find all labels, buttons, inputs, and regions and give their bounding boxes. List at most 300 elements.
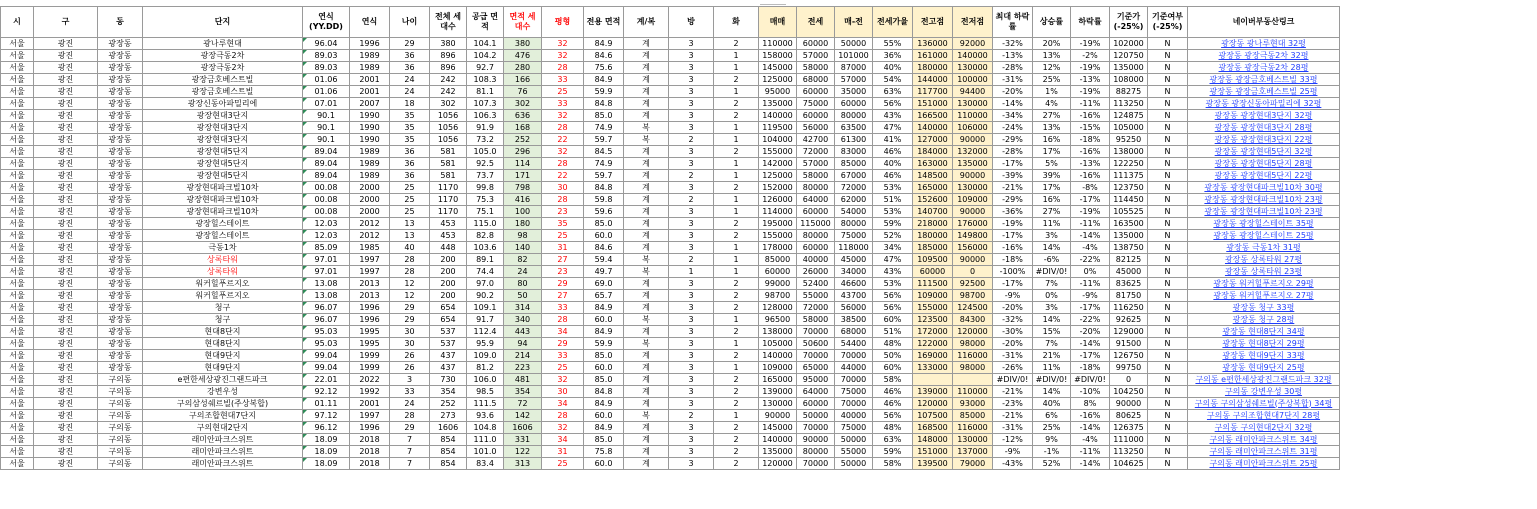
table-cell[interactable]: 서울 [1,266,34,278]
table-cell[interactable]: 25 [390,206,430,218]
naver-link-cell[interactable]: 구의동 e편한세상광진그랜드파크 32평 [1188,374,1340,386]
table-cell[interactable]: 광장동 [98,170,143,182]
table-cell[interactable]: 103.6 [467,242,504,254]
table-cell[interactable]: 39% [1033,170,1071,182]
table-cell[interactable]: 3 [669,62,714,74]
column-header[interactable]: 화 [714,7,759,38]
table-cell[interactable]: 95000 [759,86,797,98]
table-cell[interactable]: 176000 [953,218,993,230]
table-cell[interactable]: 3 [669,458,714,470]
table-cell[interactable]: 서울 [1,182,34,194]
table-cell[interactable]: 서울 [1,170,34,182]
column-header[interactable]: 전세가율 [873,7,913,38]
table-cell[interactable]: 104000 [759,134,797,146]
table-cell[interactable]: 13 [390,230,430,242]
table-cell[interactable]: 99000 [759,278,797,290]
table-cell[interactable]: 99750 [1110,362,1148,374]
table-cell[interactable]: 구의현대2단지 [143,422,303,434]
table-cell[interactable]: 2 [669,134,714,146]
table-cell[interactable]: N [1148,362,1188,374]
table-cell[interactable]: 340 [504,314,542,326]
table-cell[interactable]: 상록타워 [143,266,303,278]
table-cell[interactable]: 26 [390,362,430,374]
table-cell[interactable]: 90.1 [303,134,350,146]
table-cell[interactable]: 75000 [797,98,835,110]
table-cell[interactable]: 2 [669,170,714,182]
table-cell[interactable]: 3 [669,290,714,302]
table-cell[interactable]: 481 [504,374,542,386]
table-cell[interactable]: 104.2 [467,50,504,62]
naver-link-cell[interactable]: 광장동 상록타워 27평 [1188,254,1340,266]
table-cell[interactable]: 33 [542,302,584,314]
table-cell[interactable]: 90000 [953,170,993,182]
table-cell[interactable]: 광장힐스테이트 [143,218,303,230]
table-cell[interactable]: -20% [1071,326,1110,338]
table-cell[interactable]: 171 [504,170,542,182]
table-cell[interactable]: -19% [993,218,1033,230]
table-cell[interactable]: 광나루현대 [143,38,303,50]
table-cell[interactable]: 38500 [835,314,873,326]
table-cell[interactable]: 2 [669,194,714,206]
naver-link-cell[interactable]: 구의동 래미안파크스위트 25평 [1188,458,1340,470]
table-cell[interactable]: 46600 [835,278,873,290]
table-cell[interactable]: 1989 [350,50,390,62]
table-cell[interactable]: 1 [714,410,759,422]
table-cell[interactable]: 74.4 [467,266,504,278]
table-cell[interactable]: 101.0 [467,446,504,458]
table-cell[interactable]: 33 [542,350,584,362]
table-cell[interactable]: 84.8 [584,182,624,194]
table-cell[interactable]: 84.9 [584,302,624,314]
table-cell[interactable]: 14% [1033,386,1071,398]
table-cell[interactable]: 11% [1033,362,1071,374]
table-cell[interactable]: 1056 [430,134,467,146]
table-cell[interactable]: 청구 [143,302,303,314]
table-cell[interactable]: 84.9 [584,326,624,338]
table-cell[interactable]: 59.9 [584,86,624,98]
table-cell[interactable]: 광진 [34,86,98,98]
table-cell[interactable]: 113250 [1110,446,1148,458]
table-cell[interactable]: 1 [714,122,759,134]
table-cell[interactable]: 광진 [34,206,98,218]
table-cell[interactable]: 13% [1033,50,1071,62]
column-header[interactable]: 매매 [759,7,797,38]
table-cell[interactable]: 60% [873,362,913,374]
table-cell[interactable]: 453 [430,218,467,230]
table-cell[interactable]: 180000 [913,230,953,242]
table-cell[interactable]: 163000 [913,158,953,170]
table-cell[interactable]: 계 [624,146,669,158]
table-row[interactable] [1,290,1340,302]
table-cell[interactable]: 108.3 [467,74,504,86]
table-cell[interactable]: 51% [873,326,913,338]
table-cell[interactable]: 116250 [1110,302,1148,314]
column-header[interactable]: 계/복 [624,7,669,38]
table-cell[interactable]: 25% [1033,74,1071,86]
table-cell[interactable]: 서울 [1,194,34,206]
table-cell[interactable]: 75.6 [584,62,624,74]
table-cell[interactable]: 21% [1033,350,1071,362]
table-cell[interactable]: 58000 [797,62,835,74]
table-cell[interactable]: 광진 [34,422,98,434]
table-cell[interactable]: N [1148,314,1188,326]
table-cell[interactable]: 97.0 [467,278,504,290]
table-cell[interactable]: -4% [1071,242,1110,254]
table-cell[interactable]: 82.8 [467,230,504,242]
table-cell[interactable]: 89.03 [303,62,350,74]
table-cell[interactable]: 계 [624,230,669,242]
table-cell[interactable]: 140000 [759,110,797,122]
table-cell[interactable]: 28 [390,266,430,278]
table-cell[interactable]: 43% [873,110,913,122]
table-cell[interactable]: -6% [1033,254,1071,266]
table-cell[interactable]: 1999 [350,350,390,362]
table-cell[interactable]: 144000 [913,74,953,86]
table-cell[interactable]: 1996 [350,422,390,434]
table-cell[interactable]: 서울 [1,374,34,386]
table-cell[interactable]: 서울 [1,206,34,218]
table-cell[interactable]: 12% [1033,62,1071,74]
table-cell[interactable]: 서울 [1,38,34,50]
table-cell[interactable]: 139000 [913,386,953,398]
table-cell[interactable]: 122000 [913,338,953,350]
table-cell[interactable]: 32 [542,374,584,386]
table-cell[interactable]: 27% [1033,110,1071,122]
table-cell[interactable]: 50000 [835,434,873,446]
table-cell[interactable]: 123500 [913,314,953,326]
table-cell[interactable]: 111000 [1110,434,1148,446]
table-cell[interactable]: 128000 [759,302,797,314]
table-cell[interactable]: 132000 [953,146,993,158]
table-cell[interactable]: 계 [624,86,669,98]
table-cell[interactable]: 75.3 [467,194,504,206]
table-cell[interactable]: 165000 [913,182,953,194]
table-cell[interactable]: 91500 [1110,338,1148,350]
table-cell[interactable]: 18.09 [303,434,350,446]
table-cell[interactable]: 광장현대5단지 [143,158,303,170]
table-cell[interactable]: 40000 [797,254,835,266]
table-cell[interactable]: 2 [714,386,759,398]
table-cell[interactable]: 서울 [1,98,34,110]
table-cell[interactable]: 16% [1033,134,1071,146]
table-row[interactable] [1,446,1340,458]
table-row[interactable] [1,182,1340,194]
table-cell[interactable]: -36% [993,206,1033,218]
table-cell[interactable]: 273 [430,410,467,422]
table-cell[interactable]: -17% [1071,350,1110,362]
naver-link-cell[interactable]: 구의동 래미안파크스위트 31평 [1188,446,1340,458]
table-cell[interactable]: 계 [624,290,669,302]
table-cell[interactable]: 7% [1033,338,1071,350]
naver-link-cell[interactable]: 광장동 현대8단지 29평 [1188,338,1340,350]
table-cell[interactable]: 2018 [350,434,390,446]
table-cell[interactable]: 156000 [953,242,993,254]
table-cell[interactable]: 2022 [350,374,390,386]
table-cell[interactable]: 81.2 [467,362,504,374]
table-cell[interactable]: 104.1 [467,38,504,50]
table-cell[interactable]: 60000 [797,206,835,218]
table-cell[interactable]: N [1148,422,1188,434]
table-cell[interactable]: -18% [1071,134,1110,146]
table-row[interactable] [1,278,1340,290]
table-cell[interactable]: N [1148,182,1188,194]
table-cell[interactable]: 1 [714,134,759,146]
table-cell[interactable]: 114000 [759,206,797,218]
table-cell[interactable]: 복 [624,338,669,350]
table-cell[interactable]: 1990 [350,110,390,122]
table-row[interactable] [1,422,1340,434]
table-cell[interactable]: -16% [993,242,1033,254]
table-cell[interactable]: 광진 [34,410,98,422]
table-cell[interactable]: 11% [1033,218,1071,230]
table-cell[interactable]: 광장동 [98,242,143,254]
table-cell[interactable]: 청구 [143,314,303,326]
table-cell[interactable]: 광진 [34,50,98,62]
table-cell[interactable]: -14% [1071,422,1110,434]
table-cell[interactable]: 29 [542,338,584,350]
column-header[interactable]: 매-전 [835,7,873,38]
table-cell[interactable]: 50600 [797,338,835,350]
table-cell[interactable]: 60000 [759,266,797,278]
table-row[interactable] [1,74,1340,86]
table-cell[interactable]: 113250 [1110,98,1148,110]
table-cell[interactable]: 380 [504,38,542,50]
table-cell[interactable]: 35 [390,122,430,134]
table-cell[interactable]: 123750 [1110,182,1148,194]
table-cell[interactable]: 85.0 [584,218,624,230]
table-row[interactable] [1,218,1340,230]
table-cell[interactable]: 계 [624,446,669,458]
table-cell[interactable]: 180 [504,218,542,230]
table-cell[interactable]: 47% [873,122,913,134]
table-cell[interactable]: 2001 [350,86,390,98]
table-cell[interactable]: 34000 [835,266,873,278]
table-cell[interactable]: 140000 [913,122,953,134]
table-cell[interactable]: 광장동 [98,110,143,122]
table-cell[interactable]: 광장동 [98,266,143,278]
table-cell[interactable]: 광진 [34,62,98,74]
table-cell[interactable]: 581 [430,158,467,170]
table-cell[interactable]: 136000 [913,38,953,50]
table-cell[interactable]: 광장동 [98,290,143,302]
table-cell[interactable]: 854 [430,434,467,446]
table-cell[interactable]: 84300 [953,314,993,326]
table-cell[interactable]: 서울 [1,230,34,242]
table-cell[interactable]: N [1148,242,1188,254]
table-cell[interactable]: 82125 [1110,254,1148,266]
table-cell[interactable]: 1170 [430,182,467,194]
table-cell[interactable]: 41% [873,134,913,146]
table-cell[interactable]: 313 [504,458,542,470]
table-cell[interactable]: 계 [624,302,669,314]
table-cell[interactable]: 광진 [34,278,98,290]
table-cell[interactable]: 광장동 [98,302,143,314]
table-cell[interactable]: N [1148,446,1188,458]
table-cell[interactable]: 64000 [797,386,835,398]
table-cell[interactable]: 145000 [759,62,797,74]
table-cell[interactable]: 161000 [913,50,953,62]
table-cell[interactable]: 354 [430,386,467,398]
table-cell[interactable]: 91.7 [467,314,504,326]
table-cell[interactable]: 광진 [34,122,98,134]
table-cell[interactable]: 광장동 [98,86,143,98]
table-cell[interactable]: 광장힐스테이트 [143,230,303,242]
table-cell[interactable]: 광장동 [98,362,143,374]
table-cell[interactable]: 81750 [1110,290,1148,302]
table-cell[interactable]: 2000 [350,206,390,218]
table-cell[interactable]: -17% [1071,194,1110,206]
table-cell[interactable]: -22% [1071,314,1110,326]
table-cell[interactable]: 116000 [953,350,993,362]
table-cell[interactable]: 302 [504,98,542,110]
table-cell[interactable]: 서울 [1,314,34,326]
table-cell[interactable]: 166500 [913,110,953,122]
table-cell[interactable]: 35 [390,110,430,122]
table-cell[interactable]: 200 [430,266,467,278]
table-cell[interactable]: 140000 [759,350,797,362]
table-cell[interactable]: 331 [504,434,542,446]
table-cell[interactable]: 97.01 [303,254,350,266]
table-cell[interactable]: 계 [624,62,669,74]
column-header[interactable]: 방 [669,7,714,38]
column-header[interactable]: 기준가 (-25%) [1110,7,1148,38]
table-cell[interactable]: 43% [873,266,913,278]
table-cell[interactable]: 복 [624,314,669,326]
table-cell[interactable]: 광장금호베스트빌 [143,86,303,98]
table-cell[interactable]: 56% [873,410,913,422]
table-cell[interactable]: 계 [624,98,669,110]
table-cell[interactable]: 3 [390,374,430,386]
table-cell[interactable]: 115.0 [467,218,504,230]
table-cell[interactable]: 85000 [835,158,873,170]
table-cell[interactable]: 광진 [34,38,98,50]
table-row[interactable] [1,362,1340,374]
table-cell[interactable]: 2 [714,446,759,458]
table-cell[interactable]: N [1148,326,1188,338]
table-cell[interactable] [953,374,993,386]
table-row[interactable] [1,326,1340,338]
table-cell[interactable]: 2000 [350,182,390,194]
table-cell[interactable]: 53% [873,206,913,218]
table-cell[interactable]: 서울 [1,242,34,254]
table-cell[interactable]: -15% [1071,122,1110,134]
table-cell[interactable]: 70000 [797,422,835,434]
table-cell[interactable]: 3 [669,146,714,158]
table-cell[interactable]: 광장동 [98,98,143,110]
table-cell[interactable]: -20% [993,338,1033,350]
table-row[interactable] [1,374,1340,386]
table-cell[interactable]: 3 [669,218,714,230]
table-cell[interactable]: 광장동 [98,230,143,242]
table-cell[interactable]: 34 [542,434,584,446]
table-cell[interactable]: 581 [430,146,467,158]
table-row[interactable] [1,50,1340,62]
table-cell[interactable]: 56000 [835,302,873,314]
table-cell[interactable]: 89.04 [303,170,350,182]
table-cell[interactable]: 242 [430,74,467,86]
table-cell[interactable]: 65.7 [584,290,624,302]
table-cell[interactable]: 158000 [759,50,797,62]
table-cell[interactable]: 1 [714,266,759,278]
table-cell[interactable]: 30 [542,182,584,194]
table-cell[interactable]: -31% [993,422,1033,434]
table-cell[interactable]: 122 [504,446,542,458]
table-cell[interactable]: 60000 [797,86,835,98]
table-cell[interactable]: 104625 [1110,458,1148,470]
table-cell[interactable]: 110000 [759,38,797,50]
table-cell[interactable]: -21% [993,386,1033,398]
table-cell[interactable]: 84.8 [584,386,624,398]
table-cell[interactable]: 218000 [913,218,953,230]
table-cell[interactable]: 광진 [34,254,98,266]
table-cell[interactable]: 102000 [1110,38,1148,50]
table-cell[interactable]: 84.9 [584,398,624,410]
table-cell[interactable]: 72 [504,398,542,410]
table-cell[interactable]: 2 [714,278,759,290]
table-cell[interactable]: 광진 [34,362,98,374]
table-cell[interactable]: -2% [1071,50,1110,62]
table-cell[interactable]: 96500 [759,314,797,326]
table-cell[interactable]: 200 [430,290,467,302]
table-cell[interactable]: 80000 [835,218,873,230]
column-header[interactable]: 전저점 [953,7,993,38]
table-cell[interactable]: 서울 [1,290,34,302]
table-cell[interactable]: 75000 [835,422,873,434]
table-cell[interactable]: 9% [1033,434,1071,446]
table-cell[interactable]: 광장동 [98,326,143,338]
table-cell[interactable]: 광진 [34,374,98,386]
table-cell[interactable]: 29 [390,38,430,50]
table-cell[interactable]: -24% [993,122,1033,134]
table-cell[interactable]: 광진 [34,314,98,326]
table-cell[interactable]: 30 [542,386,584,398]
table-cell[interactable]: 2 [714,290,759,302]
table-cell[interactable]: 151000 [913,98,953,110]
table-cell[interactable]: 168500 [913,422,953,434]
table-cell[interactable]: 166 [504,74,542,86]
table-cell[interactable]: 현대9단지 [143,362,303,374]
column-header[interactable]: 평형 [542,7,584,38]
table-cell[interactable]: 1996 [350,314,390,326]
table-cell[interactable]: -18% [1071,362,1110,374]
table-cell[interactable]: 87000 [835,62,873,74]
table-cell[interactable]: 92625 [1110,314,1148,326]
table-cell[interactable]: 354 [504,386,542,398]
column-header[interactable]: 단지 [143,7,303,38]
table-cell[interactable]: 구의동 [98,458,143,470]
column-header[interactable]: 나이 [390,7,430,38]
table-cell[interactable]: 138750 [1110,242,1148,254]
table-cell[interactable]: 1996 [350,302,390,314]
table-cell[interactable]: 34% [873,242,913,254]
table-cell[interactable]: 45000 [1110,266,1148,278]
table-cell[interactable]: 85000 [759,254,797,266]
table-cell[interactable]: -17% [1071,302,1110,314]
table-cell[interactable]: 구의동 [98,434,143,446]
table-cell[interactable]: 3 [669,98,714,110]
table-cell[interactable]: 광장현대5단지 [143,146,303,158]
table-cell[interactable]: 56% [873,290,913,302]
table-cell[interactable]: 60% [873,314,913,326]
table-cell[interactable]: 51% [873,194,913,206]
table-cell[interactable]: -8% [1071,182,1110,194]
table-cell[interactable]: 2 [714,74,759,86]
table-cell[interactable]: -9% [1071,290,1110,302]
table-row[interactable] [1,158,1340,170]
table-cell[interactable]: 28 [542,314,584,326]
table-cell[interactable]: 130000 [953,434,993,446]
naver-link-cell[interactable]: 광장동 광장금호베스트빌 25평 [1188,86,1340,98]
